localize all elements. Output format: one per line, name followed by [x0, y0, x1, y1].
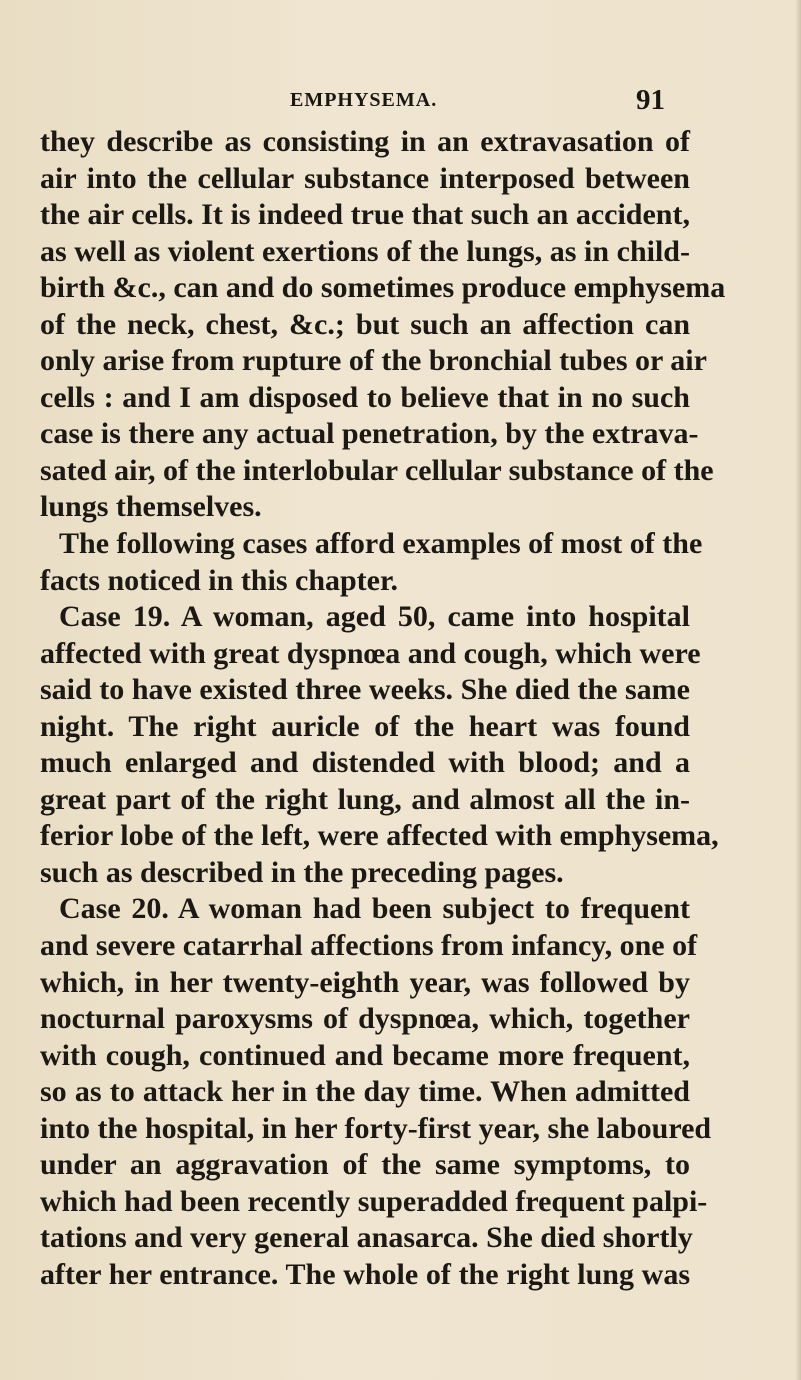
text-line: with cough, continued and became more frequent, — [40, 1038, 690, 1072]
text-line: night. The right auricle of the heart was found — [40, 709, 690, 743]
text-line: Case 20. A woman had been subject to frequent — [59, 892, 690, 926]
page-header — [0, 86, 801, 116]
text-line: tations and very general anasarca. She died shortly — [40, 1221, 693, 1255]
text-line: and severe catarrhal affections from infancy, one of — [40, 929, 698, 963]
text-line: Case 19. A woman, aged 50, came into hospital — [59, 600, 690, 634]
text-line: into the hospital, in her forty-first year, she laboured — [40, 1111, 712, 1145]
text-line: said to have existed three weeks. She died the same — [40, 673, 690, 707]
text-line: great part of the right lung, and almost all the in- — [40, 782, 690, 816]
text-line: air into the cellular substance interposed between — [40, 161, 690, 195]
text-line: which, in her twenty-eighth year, was followed by — [40, 965, 690, 999]
text-line: of the neck, chest, &c.; but such an affection can — [40, 307, 690, 341]
text-line: the air cells. It is indeed true that such an accident, — [40, 198, 690, 232]
text-line: birth &c., can and do sometimes produce emphysema — [40, 271, 726, 305]
text-line: cells : and I am disposed to believe that in no such — [40, 380, 690, 414]
text-line: nocturnal paroxysms of dyspnœa, which, together — [40, 1002, 690, 1036]
text-line: facts noticed in this chapter. — [40, 563, 399, 597]
text-line: much enlarged and distended with blood; and a — [40, 746, 690, 780]
body-text — [40, 124, 726, 1294]
text-line: so as to attack her in the day time. When admitted — [40, 1075, 690, 1109]
text-line: case is there any actual penetration, by the extrava- — [40, 417, 699, 451]
page-number: 91 — [636, 84, 665, 116]
text-line: lungs themselves. — [40, 490, 262, 524]
running-head: EMPHYSEMA. — [290, 89, 438, 111]
text-line: affected with great dyspnœa and cough, which were — [40, 636, 701, 670]
text-line: such as described in the preceding pages. — [40, 855, 564, 889]
text-line: they describe as consisting in an extravasation of — [40, 125, 690, 158]
text-line: ferior lobe of the left, were affected with emphysema, — [40, 819, 719, 853]
text-line: under an aggravation of the same symptoms, to — [40, 1148, 690, 1182]
text-line: sated air, of the interlobular cellular substance of the — [40, 453, 714, 487]
text-line: as well as violent exertions of the lungs, as in child- — [40, 234, 690, 268]
page-edge-shadow — [795, 0, 801, 1380]
text-line: only arise from rupture of the bronchial tubes or air — [40, 344, 707, 378]
text-line: which had been recently superadded frequent palpi- — [40, 1184, 708, 1218]
text-line: The following cases afford examples of most of the — [59, 527, 703, 561]
text-line: after her entrance. The whole of the right lung was — [40, 1257, 690, 1291]
